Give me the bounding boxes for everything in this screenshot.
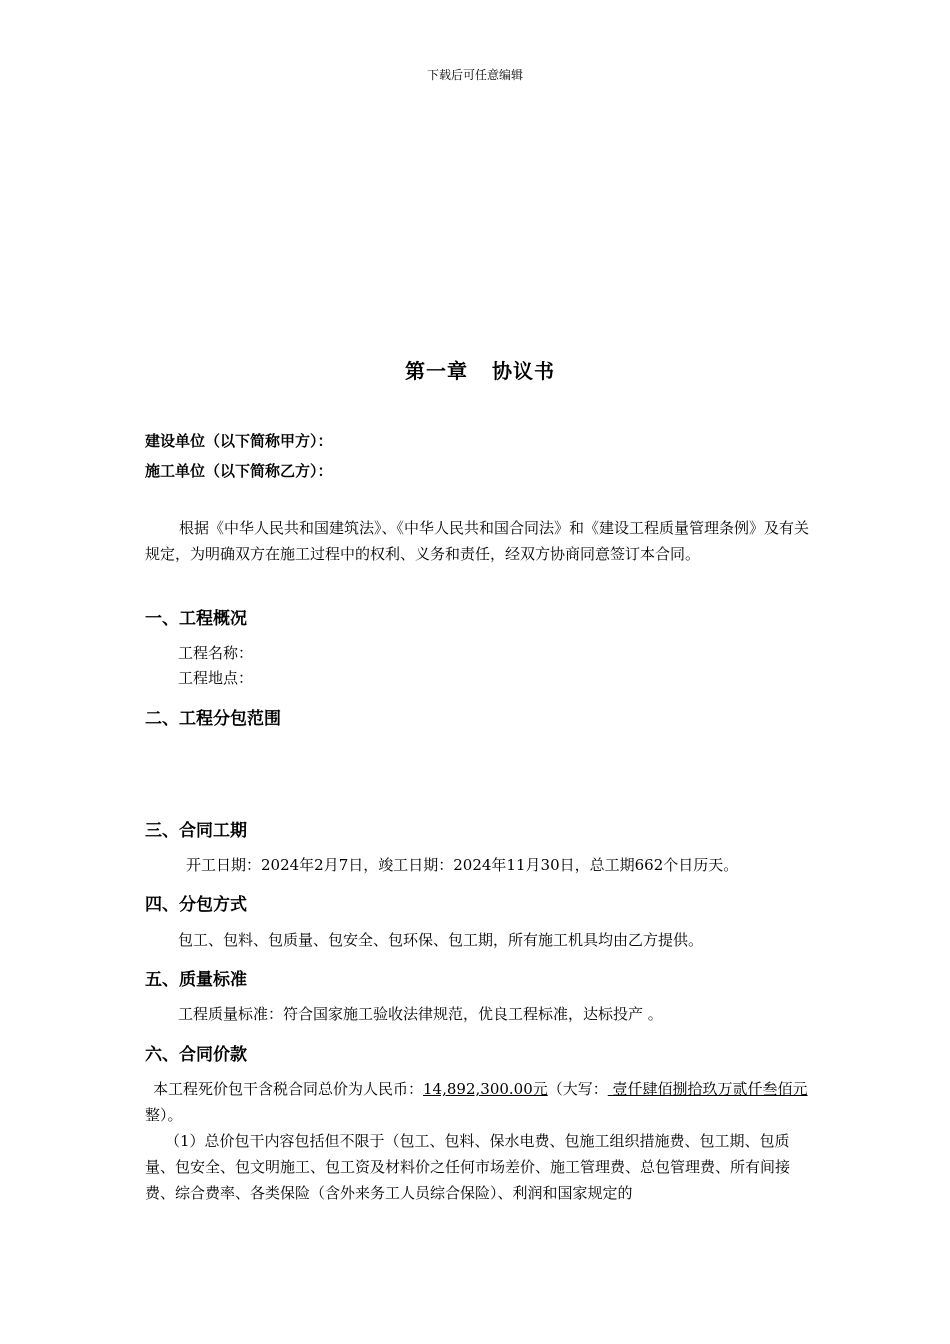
project-name-label: 工程名称： — [178, 644, 254, 662]
chapter-title — [0, 355, 950, 384]
section-heading-overview: 一、工程概况 — [145, 609, 247, 629]
party-a-label: 建设单位（以下简称甲方）： — [145, 432, 333, 450]
section-heading-quality: 五、质量标准 — [145, 970, 247, 990]
section-heading-method: 四、分包方式 — [145, 895, 247, 915]
price-prefix: 本工程死价包干含税合同总价为人民币： — [153, 1080, 424, 1098]
price-paragraph — [145, 1076, 810, 1128]
price-clause-1: （1）总价包干内容包括但不限于（包工、包料、保水电费、包施工组织措施费、包工期、包质量、包安全、包文明施工、包工资及材料价之任何市场差价、施工管理费、总包管理费、所有间接费、综合费率、各类保险（含外来务工人员综合保险）、利润和国家规定的 — [145, 1132, 791, 1202]
price-words: 壹仟肆佰捌拾玖万贰仟叁佰元 — [607, 1080, 808, 1098]
chapter-name: 协议书 — [492, 359, 555, 383]
quality-text: 工程质量标准：符合国家施工验收法律规范，优良工程标准，达标投产 。 — [178, 1005, 663, 1023]
section-heading-scope: 二、工程分包范围 — [145, 709, 281, 729]
period-text: 开工日期：2024年2月7日，竣工日期：2024年11月30日，总工期662个日历天。 — [186, 856, 739, 874]
chapter-label: 第一章 — [405, 359, 468, 383]
intro-paragraph: 根据《中华人民共和国建筑法》、《中华人民共和国合同法》和《建设工程质量管理条例》及有关规定，为明确双方在施工过程中的权利、义务和责任，经双方协商同意签订本合同。 — [145, 519, 810, 563]
header-note: 下载后可任意编辑 — [426, 68, 523, 82]
section-heading-period: 三、合同工期 — [145, 821, 247, 841]
price-suffix: 整）。 — [145, 1106, 183, 1124]
project-location-label: 工程地点： — [178, 669, 254, 687]
method-text: 包工、包料、包质量、包安全、包环保、包工期，所有施工机具均由乙方提供。 — [178, 931, 704, 949]
price-amount: 14,892,300.00元 — [423, 1080, 548, 1098]
section-heading-price: 六、合同价款 — [145, 1045, 247, 1065]
party-b-label: 施工单位（以下简称乙方）： — [145, 462, 333, 480]
price-mid: （大写： — [547, 1080, 608, 1098]
